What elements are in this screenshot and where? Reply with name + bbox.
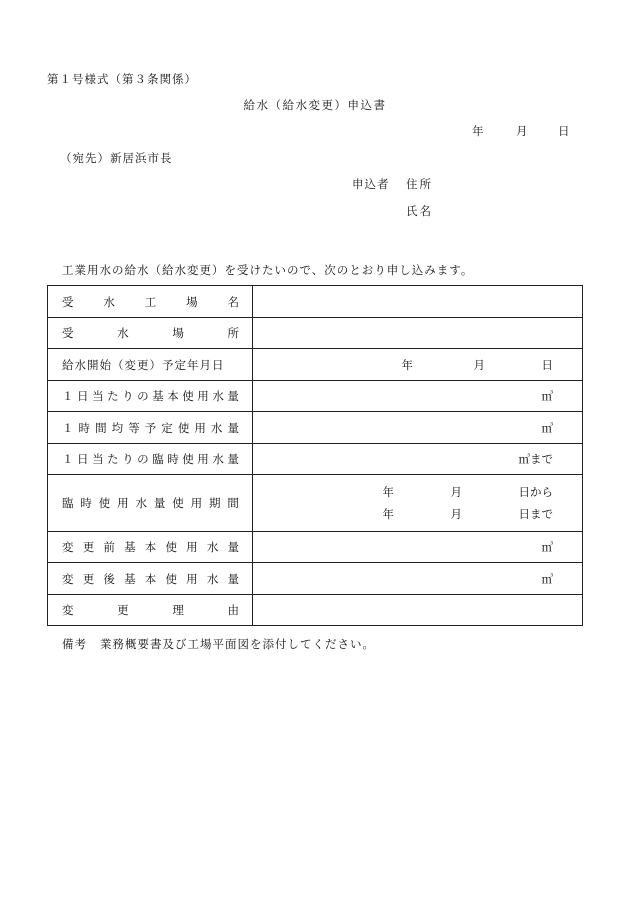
row-label bbox=[48, 475, 253, 532]
spaced-label bbox=[48, 294, 252, 310]
label-char: 用 bbox=[194, 420, 206, 435]
label-char: 間 bbox=[227, 496, 239, 510]
row-label bbox=[48, 595, 253, 626]
label-char: 水 bbox=[210, 420, 223, 435]
base-usage-after-change-field[interactable] bbox=[253, 563, 583, 595]
label-char: 工 bbox=[144, 294, 157, 309]
label-char: １ bbox=[62, 389, 74, 403]
label-char: 受 bbox=[62, 326, 74, 340]
spaced-label bbox=[48, 325, 252, 341]
label-char: 等 bbox=[128, 420, 140, 435]
label-char: り bbox=[122, 389, 134, 403]
label-char: 水 bbox=[212, 452, 224, 466]
label-char: 水 bbox=[135, 496, 147, 510]
label-char: 量 bbox=[227, 452, 239, 466]
daily-temporary-usage-field[interactable] bbox=[253, 444, 583, 475]
row-label bbox=[48, 412, 253, 444]
supply-start-date-field[interactable] bbox=[253, 349, 583, 381]
label-char: 名 bbox=[227, 294, 239, 309]
daily-base-usage-field[interactable] bbox=[253, 381, 583, 412]
label-char: 用 bbox=[186, 540, 198, 554]
label-char: 予 bbox=[144, 420, 157, 435]
table-row bbox=[48, 595, 583, 626]
spaced-label bbox=[48, 495, 252, 511]
year-unit: 年 bbox=[401, 357, 413, 372]
applicant-label: 申込者 bbox=[352, 177, 390, 191]
label-char: 量 bbox=[227, 420, 239, 435]
label-char: 使 bbox=[165, 571, 177, 586]
label-char: 臨 bbox=[62, 496, 74, 510]
day-unit: 日 bbox=[541, 357, 553, 372]
month-unit: 月 bbox=[450, 485, 462, 499]
label-char: 時 bbox=[80, 496, 92, 510]
unit-label: ㎥ bbox=[541, 540, 553, 554]
spaced-label bbox=[48, 571, 252, 587]
year-unit: 年 bbox=[382, 507, 394, 521]
label-char: 前 bbox=[103, 540, 115, 554]
label-char: 量 bbox=[227, 540, 239, 554]
label-char: 変 bbox=[62, 540, 74, 554]
period-to bbox=[253, 506, 582, 522]
table-row bbox=[48, 381, 583, 412]
row-label bbox=[48, 349, 253, 381]
label-char: 水 bbox=[117, 326, 129, 340]
remarks-text: 業務概要書及び工場平面図を添付してください。 bbox=[100, 637, 375, 651]
label-char: 水 bbox=[206, 540, 219, 554]
row-label bbox=[48, 381, 253, 412]
date-day-label: 日 bbox=[558, 124, 570, 138]
address-label: 住所 bbox=[406, 177, 433, 191]
unit-label: ㎥ bbox=[541, 571, 553, 586]
label-char: 均 bbox=[111, 420, 124, 435]
label-char: 水 bbox=[212, 389, 224, 403]
label-char: 日 bbox=[77, 452, 89, 466]
intro-text: 工業用水の給水（給水変更）を受けたいので、次のとおり申し込みます。 bbox=[62, 263, 474, 277]
label-char: た bbox=[107, 389, 119, 403]
base-usage-before-change-field[interactable] bbox=[253, 532, 583, 563]
form-number: 第１号様式（第３条関係） bbox=[47, 72, 197, 86]
spaced-label bbox=[48, 539, 252, 555]
label-char: 基 bbox=[152, 389, 164, 403]
temporary-usage-period-field[interactable] bbox=[253, 475, 583, 532]
remarks bbox=[62, 636, 375, 652]
label-char: 水 bbox=[103, 294, 115, 309]
date-year-label: 年 bbox=[472, 124, 484, 138]
label-char: 使 bbox=[172, 496, 184, 510]
label-char: 水 bbox=[206, 571, 219, 586]
row-label bbox=[48, 563, 253, 595]
label-char: 本 bbox=[144, 540, 157, 554]
label-char: 本 bbox=[167, 389, 179, 403]
label-char: 場 bbox=[186, 294, 198, 309]
spaced-label bbox=[48, 388, 252, 404]
period-from bbox=[253, 484, 582, 500]
year-unit: 年 bbox=[382, 485, 394, 499]
date-month-label: 月 bbox=[516, 124, 528, 138]
table-row bbox=[48, 349, 583, 381]
table-row bbox=[48, 318, 583, 349]
label-char: 使 bbox=[177, 420, 190, 435]
label-char: 理 bbox=[172, 603, 184, 617]
label-char: 当 bbox=[92, 452, 104, 466]
label-char: １ bbox=[62, 420, 74, 435]
document-title: 給水（給水変更）申込書 bbox=[243, 98, 387, 112]
unit-label: ㎥まで bbox=[518, 452, 553, 466]
addressee: （宛先）新居浜市長 bbox=[60, 151, 173, 165]
label-char: １ bbox=[62, 452, 74, 466]
label-char: 量 bbox=[227, 571, 239, 586]
row-label bbox=[48, 532, 253, 563]
label-char: 定 bbox=[161, 420, 173, 435]
label-char: 当 bbox=[92, 389, 104, 403]
spaced-label bbox=[48, 420, 252, 436]
label-char: 用 bbox=[197, 452, 209, 466]
label-char: 受 bbox=[62, 294, 74, 309]
table-row bbox=[48, 444, 583, 475]
month-unit: 月 bbox=[450, 507, 462, 521]
row-label bbox=[48, 318, 253, 349]
application-date bbox=[472, 123, 570, 139]
label-char: 日 bbox=[77, 389, 89, 403]
label-char: 時 bbox=[167, 452, 179, 466]
receiving-location-field[interactable] bbox=[253, 318, 583, 349]
label-char: 用 bbox=[186, 571, 198, 586]
unit-label: ㎥ bbox=[541, 420, 553, 435]
label-char: 使 bbox=[165, 540, 177, 554]
label-char: の bbox=[137, 452, 149, 466]
spaced-label bbox=[48, 451, 252, 467]
remarks-label: 備考 bbox=[62, 637, 87, 651]
label-text: 給水開始（変更）予定年月日 bbox=[62, 357, 225, 372]
label-char: 量 bbox=[227, 389, 239, 403]
row-label bbox=[48, 286, 253, 318]
date-units bbox=[253, 357, 582, 373]
label-char: 量 bbox=[153, 496, 166, 510]
label-char: 基 bbox=[124, 540, 136, 554]
change-reason-field[interactable] bbox=[253, 595, 583, 626]
label-char: 後 bbox=[103, 571, 115, 586]
row-label bbox=[48, 444, 253, 475]
label-char: 時 bbox=[78, 420, 91, 435]
label-char: 更 bbox=[117, 603, 129, 617]
label-char: 使 bbox=[98, 496, 111, 510]
label-char: 臨 bbox=[152, 452, 164, 466]
label-char: 用 bbox=[117, 496, 129, 510]
label-char: 期 bbox=[209, 496, 221, 510]
table-row bbox=[48, 412, 583, 444]
label-char: 使 bbox=[182, 452, 194, 466]
label-char: 由 bbox=[227, 603, 239, 617]
table-row bbox=[48, 475, 583, 532]
label-char: 用 bbox=[197, 389, 209, 403]
label-char: 変 bbox=[62, 571, 74, 586]
table-row bbox=[48, 532, 583, 563]
label-char: 更 bbox=[82, 540, 95, 554]
day-from-unit: 日から bbox=[518, 485, 553, 499]
application-table bbox=[47, 285, 583, 626]
label-char: 更 bbox=[82, 571, 95, 586]
label-char: 使 bbox=[182, 389, 194, 403]
hourly-planned-usage-field[interactable] bbox=[253, 412, 583, 444]
label-char: た bbox=[107, 452, 119, 466]
label-char: 所 bbox=[227, 326, 239, 340]
spaced-label bbox=[48, 602, 252, 618]
receiving-factory-name-field[interactable] bbox=[253, 286, 583, 318]
table-row bbox=[48, 563, 583, 595]
label-char: 用 bbox=[190, 496, 203, 510]
label-char: 本 bbox=[144, 571, 157, 586]
label-char: 基 bbox=[124, 571, 136, 586]
label-char: 間 bbox=[95, 420, 107, 435]
table-row bbox=[48, 286, 583, 318]
label-char: 変 bbox=[62, 603, 74, 617]
name-label: 氏名 bbox=[406, 204, 433, 218]
unit-label: ㎥ bbox=[541, 389, 553, 403]
month-unit: 月 bbox=[473, 357, 485, 372]
day-to-unit: 日まで bbox=[518, 507, 553, 521]
label-char: の bbox=[137, 389, 149, 403]
label-char: り bbox=[122, 452, 134, 466]
label-char: 場 bbox=[172, 326, 184, 340]
